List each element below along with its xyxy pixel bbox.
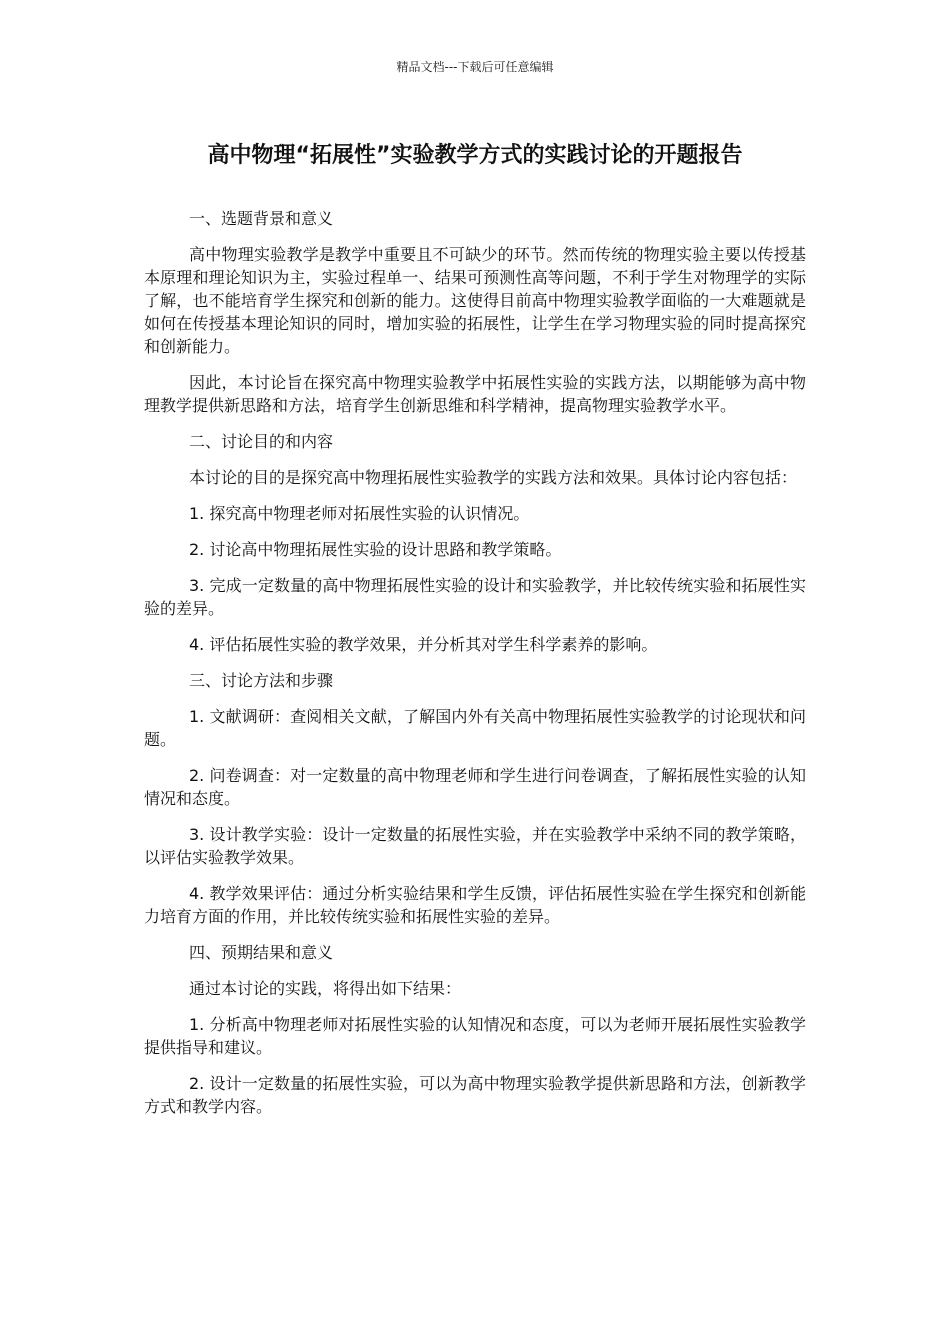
paragraph: 因此，本讨论旨在探究高中物理实验教学中拓展性实验的实践方法，以期能够为高中物理教学提供新思路和方法，培育学生创新思维和科学精神，提高物理实验教学水平。 [144,373,806,415]
list-item: 1. 分析高中物理老师对拓展性实验的认知情况和态度，可以为老师开展拓展性实验教学提供指导和建议。 [144,1015,806,1057]
list-item: 2. 讨论高中物理拓展性实验的设计思路和教学策略。 [189,540,562,559]
list-item: 2. 问卷调查：对一定数量的高中物理老师和学生进行问卷调查，了解拓展性实验的认知情况和态度。 [144,766,806,808]
paragraph: 高中物理实验教学是教学中重要且不可缺少的环节。然而传统的物理实验主要以传授基本原理和理论知识为主，实验过程单一、结果可预测性高等问题，不利于学生对物理学的实际了解，也不能培育学生探究和创新的能力。这使得目前高中物理实验教学面临的一大难题就是如何在传授基本理论知识的同时，增加实验的拓展性，让学生在学习物理实验的同时提高探究和创新能力。 [144,245,806,356]
document-body [144,207,806,1131]
list-item: 3. 设计教学实验：设计一定数量的拓展性实验，并在实验教学中采纳不同的教学策略，以评估实验教学效果。 [144,825,806,867]
list-item: 1. 文献调研：查阅相关文献，了解国内外有关高中物理拓展性实验教学的讨论现状和问题。 [144,707,806,749]
list-item: 1. 探究高中物理老师对拓展性实验的认识情况。 [189,504,530,523]
list-item: 4. 评估拓展性实验的教学效果，并分析其对学生科学素养的影响。 [189,635,658,654]
list-item: 2. 设计一定数量的拓展性实验，可以为高中物理实验教学提供新思路和方法，创新教学方式和教学内容。 [144,1074,806,1116]
paragraph: 本讨论的目的是探究高中物理拓展性实验教学的实践方法和效果。具体讨论内容包括： [189,468,798,487]
paragraph: 通过本讨论的实践，将得出如下结果： [189,979,462,998]
section-heading-methods: 三、讨论方法和步骤 [189,671,334,690]
list-item: 3. 完成一定数量的高中物理拓展性实验的设计和实验教学，并比较传统实验和拓展性实验的差异。 [144,576,806,618]
section-heading-expected-results: 四、预期结果和意义 [189,943,334,962]
section-heading-background: 一、选题背景和意义 [189,209,334,228]
list-item: 4. 教学效果评估：通过分析实验结果和学生反馈，评估拓展性实验在学生探究和创新能力培育方面的作用，并比较传统实验和拓展性实验的差异。 [144,884,806,926]
document-title: 高中物理“拓展性”实验教学方式的实践讨论的开题报告 [207,143,743,168]
section-heading-objectives: 二、讨论目的和内容 [189,432,334,451]
header-note: 精品文档---下载后可任意编辑 [396,60,554,74]
